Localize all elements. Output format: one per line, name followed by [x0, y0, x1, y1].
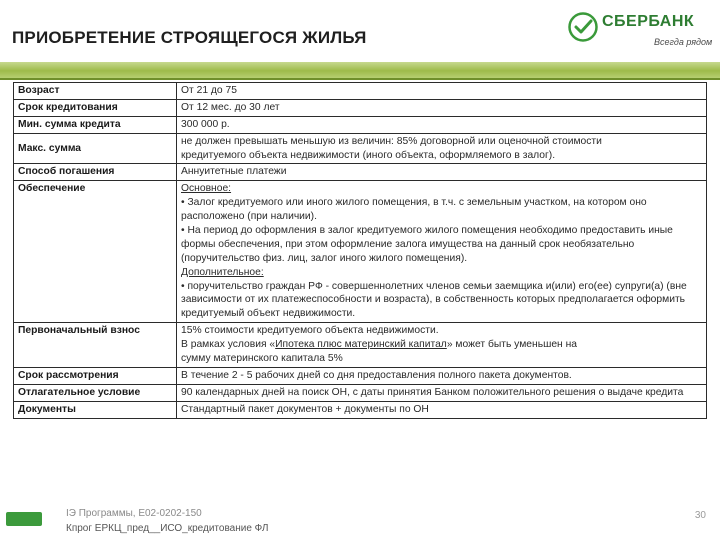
table-row: [14, 181, 707, 323]
security-main-label: Основное:: [181, 183, 232, 195]
table-row: [14, 384, 707, 401]
down-payment-line: [181, 338, 702, 352]
conditions-table: [13, 82, 707, 419]
table-row: [14, 99, 707, 116]
down-payment-text: В рамках условия «: [181, 339, 276, 351]
row-value: 90 календарных дней на поиск ОН, с даты принятия Банком положительного решения о выдаче кредита: [177, 384, 707, 401]
row-key: Возраст: [14, 83, 177, 100]
max-sum-line: не должен превышать меньшую из величин: 85% договорной или оценочной стоимости: [181, 135, 602, 147]
row-key: Макс. сумма: [14, 133, 177, 164]
brand-name: СБЕРБАНК: [602, 13, 695, 30]
security-item: • поручительство граждан РФ - совершеннолетних членов семьи заемщика и(или) его(ее) супруги(а) (вне зависимости от их платежеспособности и возраста), в собственность которых предполагается оформить кредитуемый объект недвижимости.: [181, 280, 687, 320]
sberbank-logo-icon: [568, 12, 598, 42]
max-sum-line: кредитуемого объекта недвижимости (иного объекта, оформляемого в залог).: [181, 149, 556, 161]
table-row: [14, 367, 707, 384]
table-row: [14, 83, 707, 100]
row-key: Документы: [14, 401, 177, 418]
row-key: Срок рассмотрения: [14, 367, 177, 384]
row-key: Способ погашения: [14, 164, 177, 181]
table-row: [14, 401, 707, 418]
maternity-capital-link[interactable]: Ипотека плюс материнский капитал: [275, 339, 447, 351]
security-item: • Залог кредитуемого или иного жилого помещения, в т.ч. с земельным участком, на котором оно расположено (при наличии).: [181, 197, 647, 223]
table-row: [14, 116, 707, 133]
row-key: Мин. сумма кредита: [14, 116, 177, 133]
row-value: Аннуитетные платежи: [177, 164, 707, 181]
row-value: От 21 до 75: [177, 83, 707, 100]
footer-line: Кпрог ЕРКЦ_пред__ИСО_кредитование ФЛ: [66, 523, 269, 534]
row-value: [177, 133, 707, 164]
sberbank-logo: [566, 10, 716, 54]
page-title: ПРИОБРЕТЕНИЕ СТРОЯЩЕГОСЯ ЖИЛЬЯ: [12, 28, 367, 47]
brand-slogan: Всегда рядом: [654, 37, 713, 47]
row-value: 300 000 р.: [177, 116, 707, 133]
security-extra-label: Дополнительное:: [181, 266, 264, 278]
down-payment-text: » может быть уменьшен на: [446, 339, 578, 351]
down-payment-line: 15% стоимости кредитуемого объекта недвижимости.: [181, 325, 439, 337]
table-row: [14, 164, 707, 181]
row-key: Обеспечение: [14, 181, 177, 323]
header-divider: [0, 78, 720, 80]
footer: [0, 505, 720, 540]
row-key: Срок кредитования: [14, 99, 177, 116]
table-row: [14, 323, 707, 368]
footer-line: ІЭ Программы, Е02-0202-150: [66, 508, 202, 519]
row-value: [177, 323, 707, 368]
row-value: В течение 2 - 5 рабочих дней со дня предоставления полного пакета документов.: [177, 367, 707, 384]
header-band: [0, 62, 720, 78]
page-number: 30: [694, 510, 706, 521]
down-payment-line: сумму материнского капитала 5%: [181, 353, 343, 365]
row-key: Первоначальный взнос: [14, 323, 177, 368]
row-value: [177, 181, 707, 323]
row-value: Стандартный пакет документов + документы по ОН: [177, 401, 707, 418]
security-item: • На период до оформления в залог кредитуемого жилого помещения необходимо предоставить иные формы обеспечения, при этом оформление залога имущества на данный срок необязательно (поручительство физ. лиц, залог иного жилого помещения).: [181, 225, 673, 264]
row-value: От 12 мес. до 30 лет: [177, 99, 707, 116]
footer-logo: [6, 512, 42, 526]
row-key: Отлагательное условие: [14, 384, 177, 401]
table-row: [14, 133, 707, 164]
